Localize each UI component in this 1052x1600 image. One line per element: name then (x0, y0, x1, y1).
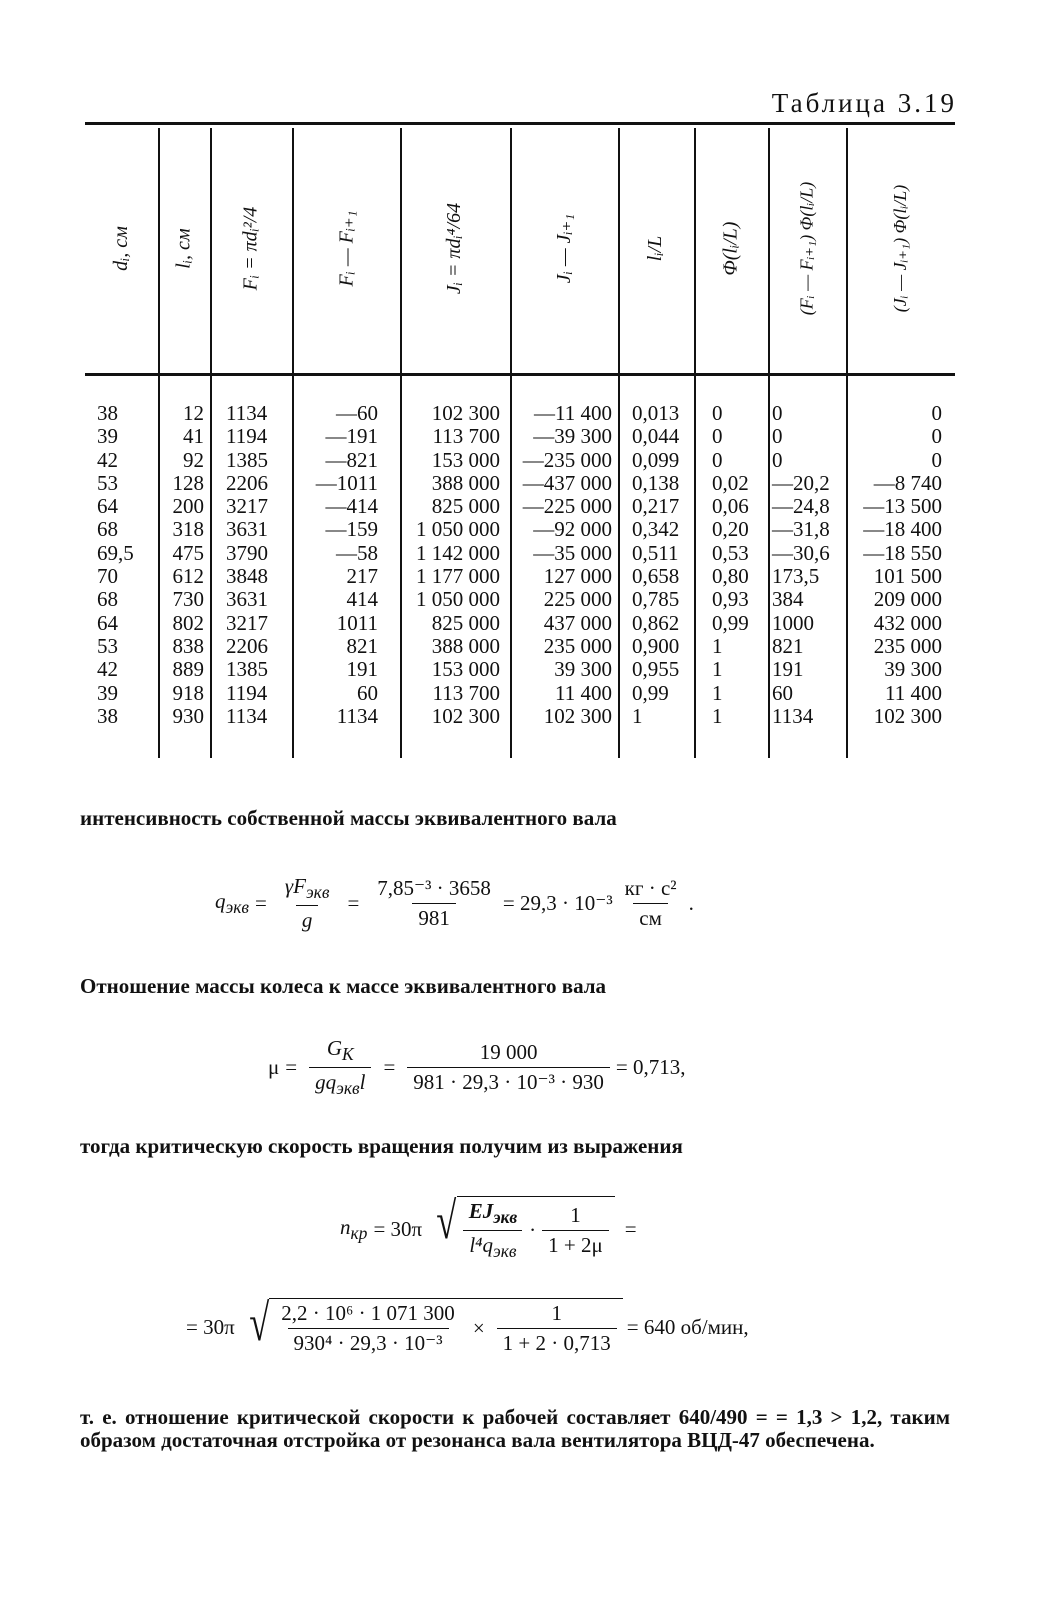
paragraph-mass-ratio: Отношение массы колеса к массе эквивалентного вала (80, 974, 607, 998)
table-cell: 0,511 (632, 540, 679, 565)
sqrt-numeric: √ $\frac{\text{2,2 · 10⁶ · 1 071 300}}{\text{930⁴ · 29,3 · 10⁻³}}$ × $\frac{1}{1 + 2 \cdot 0,713}$ (245, 1298, 623, 1356)
table-cell: 388 000 (431, 470, 500, 495)
table-header-cell (210, 128, 292, 368)
table-cell: 153 000 (431, 447, 500, 472)
table-cell: 64 (97, 494, 118, 519)
table-column-d (97, 402, 155, 728)
table-cell: 1194 (226, 680, 268, 705)
table-cell: 1 050 000 (416, 587, 500, 612)
table-cell: 802 (172, 610, 204, 635)
table-cell: —30,6 (772, 540, 830, 565)
table-cell: —35 000 (533, 540, 612, 565)
table-cell: 191 (772, 657, 804, 682)
table-cell: 3848 (226, 564, 268, 589)
table-cell: 101 500 (873, 564, 942, 589)
table-cell: 42 (97, 447, 118, 472)
table-cell: —31,8 (772, 517, 830, 542)
table-cell: —11 400 (534, 401, 612, 425)
header-l: lᵢ, см (172, 227, 195, 269)
table-cell: 1011 (336, 610, 378, 635)
table-cell: 0 (772, 424, 783, 449)
table-cell: —225 000 (522, 494, 612, 519)
table-cell: 0,53 (712, 540, 749, 565)
table-cell: 1 (712, 633, 723, 658)
table-cell: 388 000 (431, 633, 500, 658)
table-cell: 209 000 (873, 587, 942, 612)
table-cell: 0,044 (632, 424, 680, 449)
table-cell: 1000 (772, 610, 814, 635)
q-fraction-2: $\frac{\text{7,85⁻³ · 3658}}{981}$ (377, 876, 491, 931)
table-column-l (158, 402, 204, 728)
table-cell: 3217 (226, 610, 268, 635)
table-cell: 3631 (226, 587, 268, 612)
table-cell: 39 300 (554, 657, 612, 682)
table-cell: 102 300 (431, 703, 500, 728)
table-cell: 0,955 (632, 657, 680, 682)
table-cell: 889 (172, 657, 204, 682)
table-column-J-diff (510, 402, 612, 728)
table-cell: 918 (172, 680, 204, 705)
table-column-phi (712, 402, 766, 728)
table-column-J (400, 402, 500, 728)
table-cell: 0,99 (712, 610, 749, 635)
table-cell: 1 (632, 703, 643, 728)
table-cell: 0 (931, 424, 942, 449)
table-header-cell (400, 128, 510, 368)
formula-mu: μ = $\frac{G_К}{gq_{экв}l}$ = $\frac{19 000}{\text{981 · 29,3 · 10⁻³ · 930}}$ = 0,713, (268, 1036, 686, 1099)
mu-fraction-2: $\frac{19 000}{\text{981 · 29,3 · 10⁻³ · 930}}$ (407, 1040, 610, 1095)
table-cell: 414 (346, 587, 378, 612)
table-cell: 0,217 (632, 494, 680, 519)
table-column-l-over-L (632, 402, 692, 728)
table-cell: 12 (183, 401, 204, 425)
table-cell: 1 (712, 657, 723, 682)
table-cell: 0 (712, 447, 723, 472)
table-cell: 384 (772, 587, 804, 612)
formula-q-ekv: $q_{экв}$ = $\frac{\gamma F_{экв}}{g}$ = $\frac{\text{7,85⁻³ · 3658}}{981}$ = 29,3 · 10⁻³ $\frac{\text{кг · с²}}{см}$ . (215, 874, 694, 933)
table-cell: 730 (172, 587, 204, 612)
table-cell: 318 (172, 517, 204, 542)
table-cell: —24,8 (772, 494, 830, 519)
table-cell: 475 (172, 540, 204, 565)
table-cell: 1 142 000 (416, 540, 500, 565)
table-cell: 127 000 (543, 564, 612, 589)
table-cell: 153 000 (431, 657, 500, 682)
table-cell: —191 (325, 424, 378, 449)
table-cell: 1134 (336, 703, 378, 728)
table-cell: —92 000 (533, 517, 612, 542)
table-cell: 1134 (226, 703, 268, 728)
table-cell: 1385 (226, 447, 268, 472)
table-cell: 69,5 (97, 540, 134, 565)
table-cell: 102 300 (543, 703, 612, 728)
table-cell: 102 300 (873, 703, 942, 728)
table-cell: 60 (357, 680, 378, 705)
table-cell: 0 (931, 401, 942, 425)
header-J-diff: Jᵢ — Jᵢ₊₁ (553, 213, 576, 283)
table-column-F (226, 402, 288, 728)
table-header-cell (158, 128, 210, 368)
table-cell: 53 (97, 633, 118, 658)
table-cell: 41 (183, 424, 204, 449)
table-cell: —13 500 (863, 494, 942, 519)
paragraph-critical-speed: тогда критическую скорость вращения получим из выражения (80, 1134, 683, 1158)
table-cell: 1 (712, 703, 723, 728)
table-cell: 3631 (226, 517, 268, 542)
table-cell: 102 300 (431, 401, 500, 425)
table-cell: 2206 (226, 633, 268, 658)
table-cell: 3790 (226, 540, 268, 565)
header-F-diff: Fᵢ — Fᵢ₊₁ (335, 209, 358, 287)
header-d: dᵢ, см (110, 225, 132, 271)
table-cell: 0 (931, 447, 942, 472)
table-cell: —18 400 (863, 517, 942, 542)
header-F-phi: (Fᵢ — Fᵢ₊₁) Φ(lᵢ/L) (796, 181, 817, 315)
table-cell: 11 400 (885, 680, 942, 705)
table-cell: 70 (97, 564, 118, 589)
table-cell: 225 000 (543, 587, 612, 612)
table-cell: 68 (97, 587, 118, 612)
header-F: Fᵢ = πdᵢ²/4 (239, 206, 262, 290)
table-cell: 930 (172, 703, 204, 728)
table-cell: 39 300 (884, 657, 942, 682)
table-cell: —20,2 (772, 470, 830, 495)
table-cell: 437 000 (543, 610, 612, 635)
table-header-cell (85, 128, 158, 368)
table-cell: 2206 (226, 470, 268, 495)
table-cell: 38 (97, 401, 118, 425)
table-cell: —414 (325, 494, 378, 519)
table-cell: 1 050 000 (416, 517, 500, 542)
table-cell: —60 (336, 401, 378, 425)
table-cell: 113 700 (432, 424, 500, 449)
table-cell: 432 000 (873, 610, 942, 635)
table-cell: 838 (172, 633, 204, 658)
table-cell: 0 (712, 401, 723, 425)
table-cell: 821 (346, 633, 378, 658)
table-cell: 1134 (772, 703, 814, 728)
q-unit: $\frac{\text{кг · с²}}{см}$ (624, 876, 677, 931)
table-cell: 0,06 (712, 494, 749, 519)
table-cell: 60 (772, 680, 793, 705)
table-cell: 612 (172, 564, 204, 589)
q-lhs: $q_{экв}$ (215, 889, 249, 918)
table-cell: —821 (325, 447, 378, 472)
table-header-cell (618, 128, 694, 368)
paragraph-conclusion: т. е. отношение критической скорости к рабочей составляет 640/490 = = 1,3 > 1,2, таким образом достаточная отстройка от резонанса вала вентилятора ВЦД-47 обеспечена. (80, 1405, 950, 1452)
table-cell: 0,138 (632, 470, 680, 495)
table-cell: —39 300 (533, 424, 612, 449)
table-column-F-diff (292, 402, 378, 728)
table-cell: 64 (97, 610, 118, 635)
table-cell: 191 (346, 657, 378, 682)
table-header-cell (694, 128, 768, 368)
table-cell: 1 177 000 (416, 564, 500, 589)
table-cell: 38 (97, 703, 118, 728)
table-cell: 0,013 (632, 401, 680, 425)
table-cell: 173,5 (772, 564, 820, 589)
table-cell: 39 (97, 680, 118, 705)
table-column-F-phi (772, 402, 844, 728)
table-header-cell (510, 128, 618, 368)
table-cell: 0 (712, 424, 723, 449)
table-cell: 1134 (226, 401, 268, 425)
table-header-cell (846, 128, 956, 368)
table-cell: —235 000 (522, 447, 612, 472)
table-cell: 0,20 (712, 517, 749, 542)
table-cell: 128 (172, 470, 204, 495)
q-fraction-1: $\frac{\gamma F_{экв}}{g}$ (284, 874, 330, 933)
table-cell: —437 000 (522, 470, 612, 495)
header-J: Jᵢ = πdᵢ⁴/64 (443, 202, 466, 294)
table-cell: 0,900 (632, 633, 680, 658)
table-cell: 0,80 (712, 564, 749, 589)
table-cell: —8 740 (873, 470, 942, 495)
table-column-J-phi (846, 402, 942, 728)
table-cell: 0,862 (632, 610, 680, 635)
table-cell: 53 (97, 470, 118, 495)
table-header-rule (85, 373, 955, 376)
table-cell: 825 000 (431, 610, 500, 635)
table-caption: Таблица 3.19 (771, 88, 957, 118)
formula-n-kr-symbolic: $n_{кр}$ = 30π √ $\frac{EJ_{экв}}{l^4q_{экв}}$ · $\frac{1}{1 + 2\mu}$ = (340, 1193, 637, 1262)
q-result: = 29,3 · 10⁻³ (502, 891, 613, 916)
mu-fraction-1: $\frac{G_К}{gq_{экв}l}$ (309, 1036, 371, 1099)
table-cell: 0,785 (632, 587, 680, 612)
table-cell: 235 000 (543, 633, 612, 658)
table-top-rule (85, 122, 955, 125)
header-phi: Φ(lᵢ/L) (719, 221, 742, 275)
table-cell: 825 000 (431, 494, 500, 519)
header-J-phi: (Jᵢ — Jᵢ₊₁) Φ(lᵢ/L) (890, 184, 911, 312)
table-cell: —159 (325, 517, 378, 542)
table-header-cell (768, 128, 846, 368)
sqrt-symbolic: √ $\frac{EJ_{экв}}{l^4q_{экв}}$ · $\frac{1}{1 + 2\mu}$ (432, 1196, 615, 1262)
table-cell: 3217 (226, 494, 268, 519)
table-cell: 11 400 (555, 680, 612, 705)
table-cell: 0,02 (712, 470, 749, 495)
table-cell: 0,93 (712, 587, 749, 612)
header-l-over-L: lᵢ/L (644, 235, 667, 261)
paragraph-mass-intensity: интенсивность собственной массы эквивалентного вала (80, 806, 617, 830)
table-cell: 0,342 (632, 517, 680, 542)
table-cell: 0 (772, 401, 783, 425)
table-cell: 821 (772, 633, 804, 658)
table-cell: 0,99 (632, 680, 669, 705)
table-cell: 0,658 (632, 564, 680, 589)
table-cell: 113 700 (432, 680, 500, 705)
table-cell: —18 550 (863, 540, 942, 565)
table-cell: 235 000 (873, 633, 942, 658)
table-header-cell (292, 128, 400, 368)
table-cell: 39 (97, 424, 118, 449)
table-cell: 1 (712, 680, 723, 705)
formula-n-kr-numeric: = 30π √ $\frac{\text{2,2 · 10⁶ · 1 071 300}}{\text{930⁴ · 29,3 · 10⁻³}}$ × $\frac{1}{1 + 2 \cdot 0,713}$ = 640 об/мин, (186, 1295, 749, 1355)
table-cell: 68 (97, 517, 118, 542)
table-cell: 217 (346, 564, 378, 589)
table-cell: 1194 (226, 424, 268, 449)
table-cell: 200 (172, 494, 204, 519)
table-cell: —1011 (315, 470, 378, 495)
table-cell: 1385 (226, 657, 268, 682)
table-cell: 0 (772, 447, 783, 472)
table-cell: 0,099 (632, 447, 680, 472)
table-cell: 42 (97, 657, 118, 682)
table-cell: —58 (336, 540, 378, 565)
table-cell: 92 (183, 447, 204, 472)
